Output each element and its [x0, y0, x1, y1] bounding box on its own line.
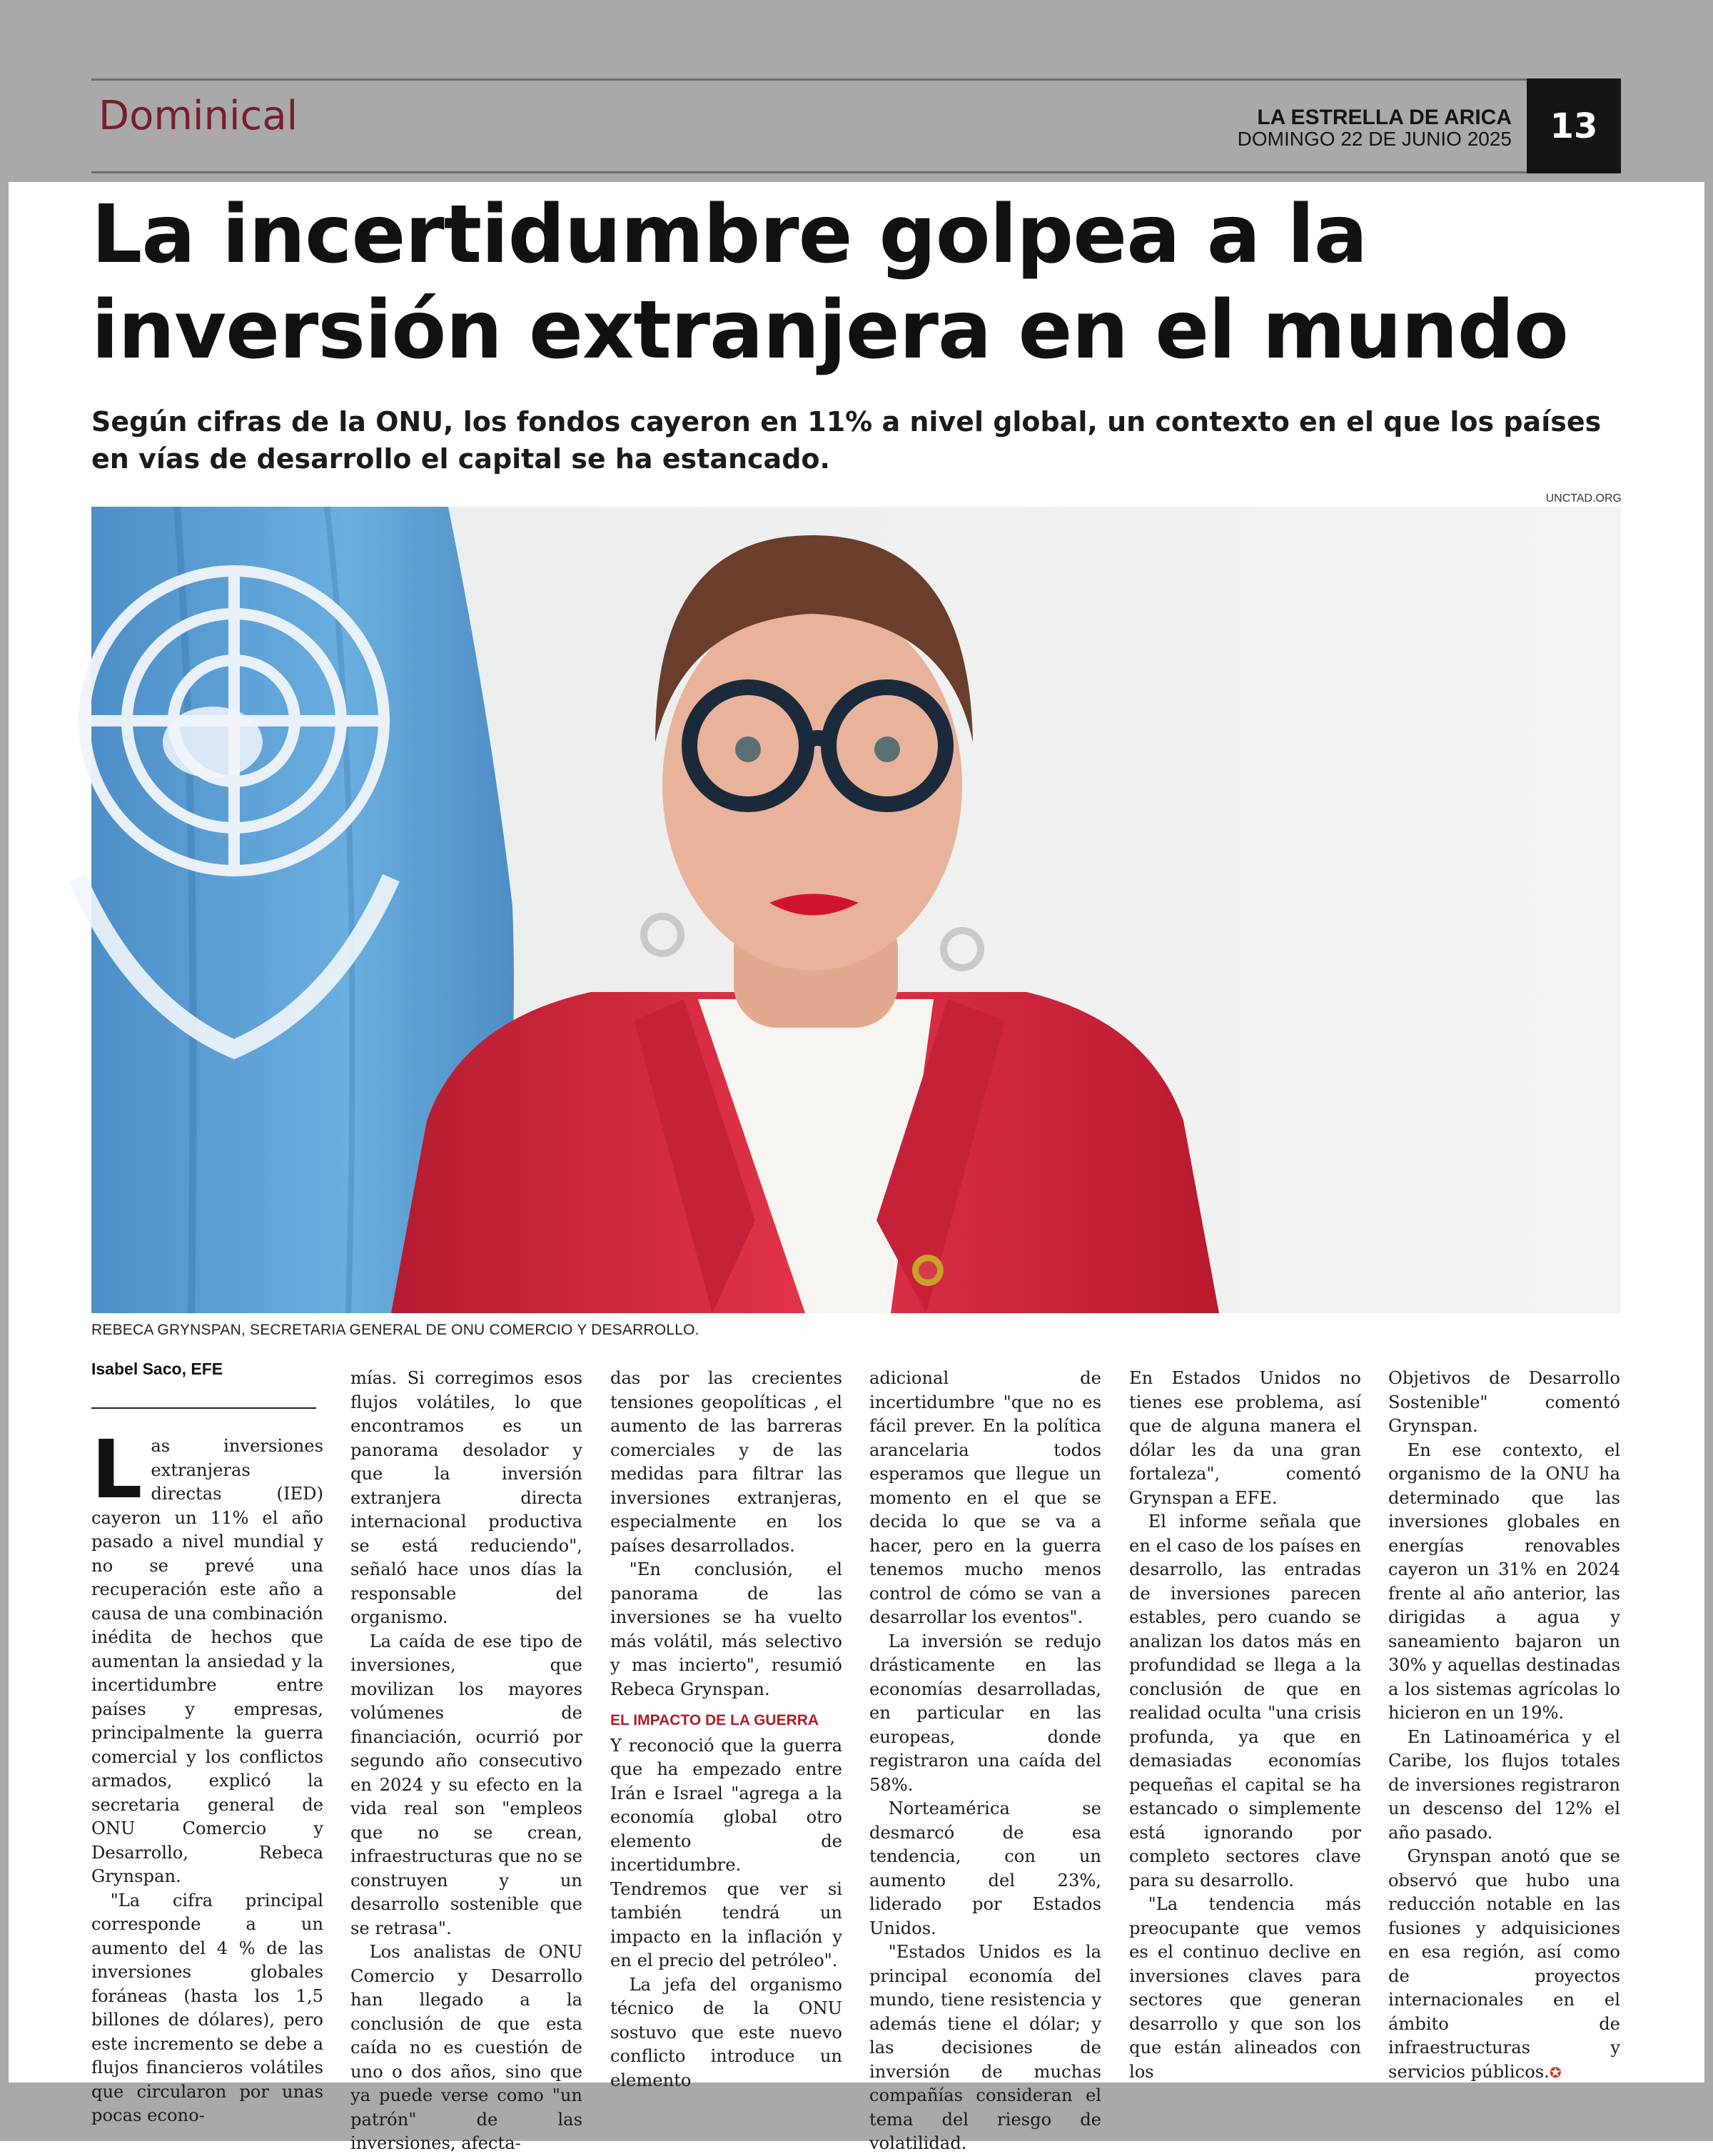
article-column-6: [1388, 1367, 1620, 2082]
paragraph: Y reconoció que la guerra que ha empezado entre Irán e Israel "agrega a la economía global otro elemento de incertidumbre. Tendremos que ver si también tendrá un impacto en la inflación y en el precio del petróleo".: [610, 1735, 842, 1970]
portrait-illustration: [91, 507, 1621, 1313]
end-mark-icon: ✪: [1549, 2063, 1562, 2081]
article-column-3: [610, 1367, 842, 2090]
issue-date: DOMINGO 22 DE JUNIO 2025: [1237, 128, 1512, 150]
photo-credit: UNCTAD.ORG: [1545, 492, 1622, 505]
paragraph: En Latinoamérica y el Caribe, los flujos totales de inversiones registraron un descenso del 12% el año pasado.: [1388, 1726, 1620, 1843]
headline-line-1: La incertidumbre golpea a la: [91, 188, 1368, 281]
paragraph: as inversiones extranjeras directas (IED) cayeron un 11% el año pasado a nivel mundial y no se prevé una recuperación este año a causa de una combinación inédita de hechos que aumentan la ansiedad y la incertidumbre entre países y empresas, principalmente la guerra comercial y los conflictos armados, explicó la secretaria general de ONU Comercio y Desarrollo, Rebeca Grynspan.: [91, 1436, 323, 1886]
paragraph: El informe señala que en el caso de los países en desarrollo, las entradas de inversiones parecen estables, pero cuando se analizan los datos más en profundidad se llega a la conclusión de que en realidad oculta "una crisis profunda, ya que en demasiadas economías pequeñas el capital se ha estancado o simplemente está ignorando por completo sectores clave para su desarrollo.: [1129, 1512, 1361, 1891]
paragraph: En Estados Unidos no tienes ese problema, así que de alguna manera el dólar les da una gran fortaleza", comentó Grynspan a EFE.: [1129, 1368, 1361, 1508]
paragraph: "En conclusión, el panorama de las inversiones se ha vuelto más volátil, más selectivo y mas incierto", resumió Rebeca Grynspan.: [610, 1559, 842, 1699]
paragraph: La caída de ese tipo de inversiones, que movilizan los mayores volúmenes de financiación, ocurrió por segundo año consecutivo en 2024 y su efecto en la vida real son "empleos que no se crean, infraestructuras que no se construyen y un desarrollo sostenible que se retrasa".: [350, 1631, 582, 1938]
paragraph: mías. Si corregimos esos flujos volátiles, lo que encontramos es un panorama desolador y que la inversión extranjera directa internacional productiva se está reduciendo", señaló hace unos días la responsable del organismo.: [350, 1368, 582, 1627]
page-number: 13: [1527, 79, 1621, 173]
paragraph: adicional de incertidumbre "que no es fácil prever. En la política arancelaria todos esperamos que llegue un momento en el que se decida lo que se va a hacer, pero en la guerra tenemos mucho menos control de cómo se van a desarrollar los eventos".: [869, 1368, 1101, 1627]
header-bottom-rule: [91, 171, 1621, 173]
masthead: [1238, 107, 1512, 150]
paragraph: En ese contexto, el organismo de la ONU ha determinado que las inversiones globales en energías renovables cayeron un 31% en 2024 frente al año anterior, las dirigidas a agua y saneamiento bajaron un 30% y aquellas destinadas a los sistemas agrícolas lo hicieron en un 19%.: [1388, 1439, 1620, 1723]
paragraph: [1388, 1845, 1620, 2085]
paragraph: La jefa del organismo técnico de la ONU sostuvo que este nuevo conflicto introduce un elemento: [610, 1974, 842, 2090]
paragraph: Norteamérica se desmarcó de esa tendencia, con un aumento del 23%, liderado por Estados Unidos.: [869, 1798, 1101, 1938]
paragraph: Los analistas de ONU Comercio y Desarrollo han llegado a la conclusión de que esta caída no es cuestión de uno o dos años, sino que ya puede verse como "un patrón" de las inversiones, afecta-: [350, 1942, 582, 2153]
headline: [91, 187, 1626, 378]
newspaper-name: LA ESTRELLA DE ARICA: [1257, 106, 1512, 129]
dropcap: L: [91, 1424, 143, 1517]
byline-rule: [91, 1407, 316, 1409]
deck: Según cifras de la ONU, los fondos cayeron en 11% a nivel global, un contexto en el que los países en vías de desarrollo el capital se ha estancado.: [91, 406, 1602, 475]
article-column-5: [1129, 1367, 1361, 2082]
subhead: EL IMPACTO DE LA GUERRA: [610, 1712, 819, 1729]
section-label: Dominical: [98, 93, 298, 139]
paragraph: Objetivos de Desarrollo Sostenible" comentó Grynspan.: [1388, 1368, 1620, 1436]
paragraph: La inversión se redujo drásticamente en las economías desarrolladas, en particular en las europeas, donde registraron una caída del 58%.: [869, 1631, 1101, 1795]
paragraph-text: Grynspan anotó que se observó que hubo una reducción notable en las fusiones y adquisiciones en esa región, así como de proyectos internacionales en el ámbito de infraestructuras y servicios públicos.: [1388, 1846, 1620, 2082]
scan-border-right: [1704, 182, 1713, 2082]
paragraph: "La cifra principal corresponde a un aumento del 4 % de las inversiones globales foráneas (hasta los 1,5 billones de dólares), pero este incremento se debe a flujos financieros volátiles que circularon por unas pocas econo-: [91, 1890, 323, 2125]
headline-line-2: inversión extranjera en el mundo: [91, 284, 1568, 377]
article-column-4: [869, 1367, 1101, 2153]
paragraph: "Estados Unidos es la principal economía del mundo, tiene resistencia y además tiene el dólar; y las decisiones de inversión de muchas compañías consideran el tema del riesgo de volatilidad.: [869, 1942, 1101, 2153]
header-top-rule: [91, 79, 1621, 81]
article-photo: [91, 507, 1621, 1313]
paragraph: "La tendencia más preocupante que vemos es el continuo declive en inversiones claves para sectores que generan desarrollo y que son los que están alineados con los: [1129, 1894, 1361, 2082]
byline: Isabel Saco, EFE: [91, 1360, 223, 1378]
scan-border-left: [0, 182, 9, 2082]
paragraph: das por las crecientes tensiones geopolíticas , el aumento de las barreras comerciales y de las medidas para filtrar las inversiones extranjeras, especialmente en los países desarrollados.: [610, 1368, 842, 1556]
article-column-1: [91, 1424, 323, 2125]
photo-caption: REBECA GRYNSPAN, SECRETARIA GENERAL DE ONU COMERCIO Y DESARROLLO.: [91, 1322, 699, 1338]
article-column-2: [350, 1367, 582, 2153]
